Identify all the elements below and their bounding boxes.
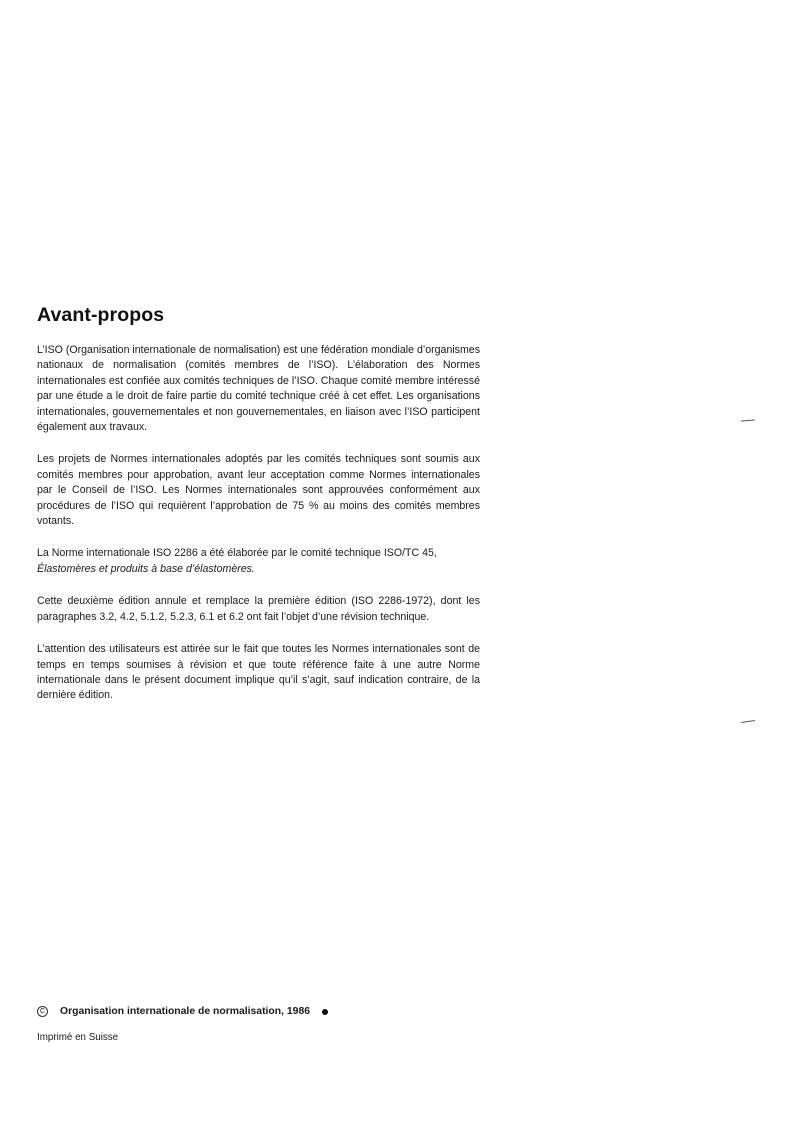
committee-text: La Norme internationale ISO 2286 a été élaborée par le comité technique ISO/TC 45,: [37, 547, 437, 560]
copyright-icon: C: [37, 1006, 48, 1017]
printed-location: Imprimé en Suisse: [37, 1032, 119, 1043]
page-title: Avant-propos: [37, 304, 165, 326]
copyright-line: [37, 1004, 437, 1019]
paragraph-edition: Cette deuxième édition annule et remplace la première édition (ISO 2286-1972), dont les paragraphes 3.2, 4.2, 5.1.2, 5.2.3, 6.1 et 6.2 ont fait l’objet d’une révision technique.: [37, 595, 480, 623]
foreword-body: [37, 343, 480, 721]
scan-mark: [741, 420, 755, 422]
copyright-text: Organisation internationale de normalisation, 1986: [60, 1006, 311, 1017]
paragraph-revision-notice: L’attention des utilisateurs est attirée sur le fait que toutes les Normes internationales sont de temps en temps soumises à révision et que toute référence faite à une autre Norme internationale dans le présent document implique qu’il s’agit, sauf indication contraire, de la dernière édition.: [37, 643, 480, 702]
paragraph-committee: [37, 546, 480, 577]
paragraph-draft-approval: Les projets de Normes internationales adoptés par les comités techniques sont soumis aux comités membres pour approbation, avant leur acceptation comme Normes internationales par le Conseil de l’ISO. Les Normes internationales sont approuvées conformément aux procédures de l’ISO qui requièrent l’approbation de 75 % au moins des comités membres votants.: [37, 453, 480, 528]
paragraph-iso-intro: L’ISO (Organisation internationale de normalisation) est une fédération mondiale d’organismes nationaux de normalisation (comités membres de l’ISO). L’élaboration des Normes internationales est confiée aux comités techniques de l’ISO. Chaque comité membre intéressé par une étude a le droit de faire partie du comité technique créé à cet effet. Les organisations internationales, gouvernementales et non gouvernementales, en liaison avec l’ISO participent également aux travaux.: [37, 344, 480, 434]
scan-mark: [741, 720, 755, 723]
footer: [37, 1004, 437, 1043]
bullet-dot-icon: [322, 1009, 328, 1015]
committee-name: Élastomères et produits à base d’élastomères.: [37, 562, 255, 575]
